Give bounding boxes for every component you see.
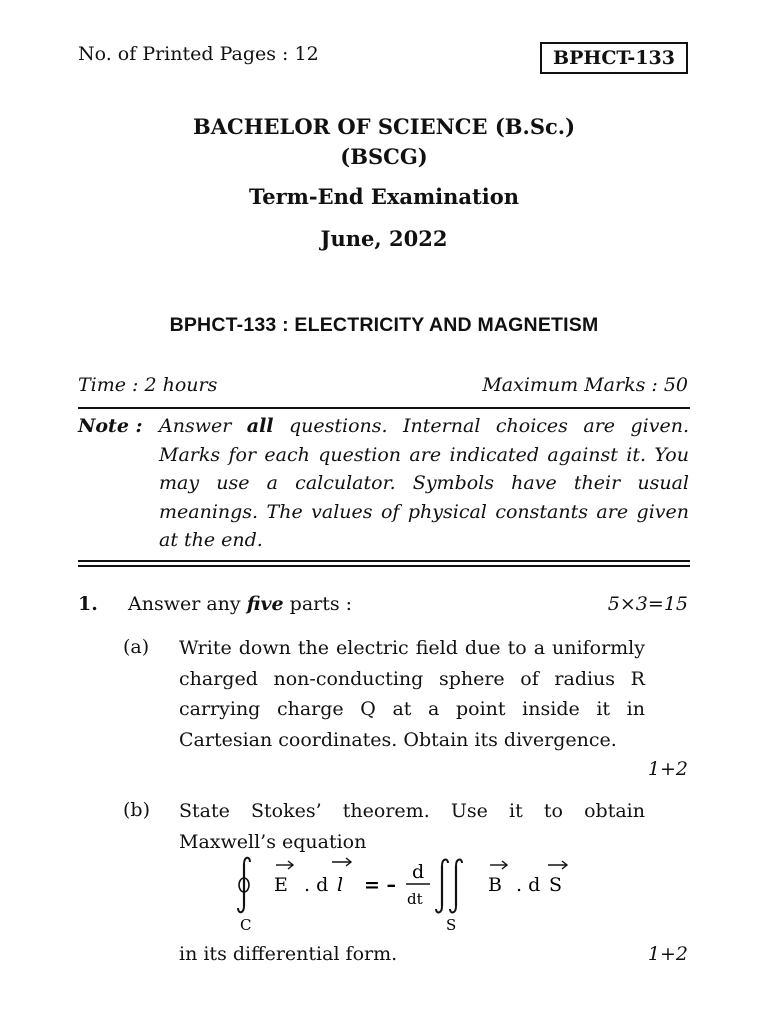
vector-s: S xyxy=(549,874,563,896)
dot-d-1: . d xyxy=(304,874,329,896)
integral-sub-c: C xyxy=(240,916,252,934)
exam-title: Term-End Examination xyxy=(248,184,519,209)
printed-pages: No. of Printed Pages : 12 xyxy=(78,43,319,65)
question-text-after: parts : xyxy=(283,593,353,615)
fraction-numerator: d xyxy=(412,861,425,883)
note-text-before: Answer xyxy=(159,415,247,437)
question-emphasis: five xyxy=(246,593,284,615)
question-number: 1. xyxy=(78,593,98,615)
paper-code-box xyxy=(540,42,688,74)
closed-integral-symbol xyxy=(238,858,250,913)
question-marks: 5×3=15 xyxy=(607,593,688,615)
subject-title: BPHCT-133 : ELECTRICITY AND MAGNETISM xyxy=(169,314,599,336)
note-text-after: questions. Internal choices are given. Marks for each question are indicated against it. You may use a calculator. Symbols have their usual meanings. The values of physical constants are given at the end. xyxy=(159,415,689,552)
maxwell-equation xyxy=(220,852,600,934)
divider-top xyxy=(78,407,690,409)
fraction-denominator: dt xyxy=(407,890,423,908)
dot-d-2: . d xyxy=(516,874,541,896)
part-a-marks: 1+2 xyxy=(647,758,688,780)
vector-e: E xyxy=(274,874,288,896)
vector-l: l xyxy=(337,874,344,896)
divider-double-2 xyxy=(78,565,690,567)
note-text xyxy=(159,412,689,555)
note-emphasis: all xyxy=(246,415,274,437)
maximum-marks: Maximum Marks : 50 xyxy=(482,374,688,396)
question-text-before: Answer any xyxy=(128,593,247,615)
time-allowed: Time : 2 hours xyxy=(78,374,218,396)
part-b-text: State Stokes’ theorem. Use it to obtain Maxwell’s equation xyxy=(179,800,645,853)
double-integral-symbol xyxy=(436,860,462,913)
integral-sub-s: S xyxy=(446,916,457,934)
part-a-text: Write down the electric field due to a uniformly charged non-conducting sphere of radius R carrying charge Q at a point inside it in Cartesian coordinates. Obtain its divergence. xyxy=(179,637,645,751)
programme-title: (BSCG) xyxy=(340,144,428,169)
part-b-marks: 1+2 xyxy=(647,943,688,965)
part-a-label: (a) xyxy=(123,636,150,658)
paper-code: BPHCT-133 xyxy=(553,47,675,69)
vector-b: B xyxy=(488,874,502,896)
equals-minus: = – xyxy=(364,874,397,896)
part-b-label: (b) xyxy=(123,799,150,821)
question-text xyxy=(128,593,352,615)
part-b-after-equation: in its differential form. xyxy=(179,943,398,965)
exam-date: June, 2022 xyxy=(320,226,448,251)
divider-double-1 xyxy=(78,560,690,562)
degree-title: BACHELOR OF SCIENCE (B.Sc.) xyxy=(192,114,576,139)
note-label: Note : xyxy=(78,415,143,437)
